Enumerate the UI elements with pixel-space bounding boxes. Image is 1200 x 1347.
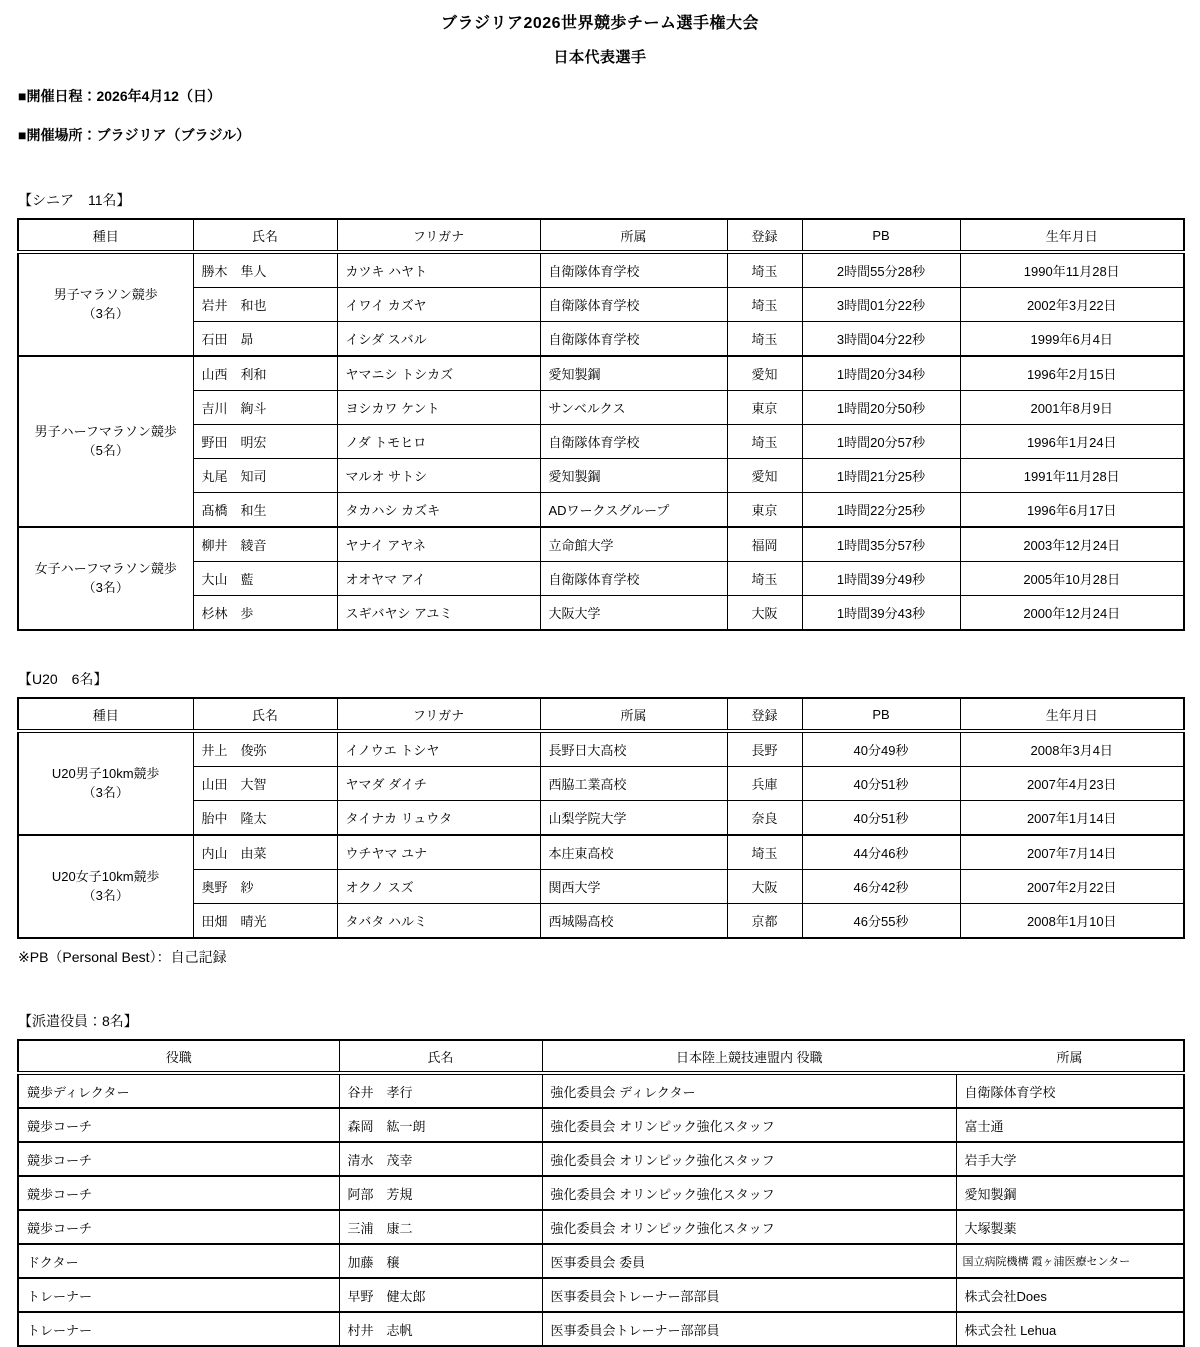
header-affiliation: 所属 — [540, 698, 727, 731]
cell-affiliation: 自衛隊体育学校 — [540, 425, 727, 459]
table-row — [18, 767, 1184, 801]
event-count: （3名） — [82, 784, 129, 800]
cell-affiliation: サンベルクス — [540, 391, 727, 425]
cell-pb: 1時間35分57秒 — [802, 527, 960, 562]
cell-affiliation: 長野日大高校 — [540, 731, 727, 767]
cell-furigana: マルオ サトシ — [337, 459, 540, 493]
cell-federation-role: 医事委員会 委員 — [542, 1244, 956, 1278]
cell-role: 競歩コーチ — [18, 1108, 339, 1142]
cell-name: 森岡 紘一朗 — [339, 1108, 542, 1142]
cell-affiliation: 大塚製薬 — [956, 1210, 1184, 1244]
cell-birthdate: 2008年3月4日 — [960, 731, 1184, 767]
cell-pb: 1時間20分50秒 — [802, 391, 960, 425]
event-count: （3名） — [82, 887, 129, 903]
cell-pb: 1時間21分25秒 — [802, 459, 960, 493]
header-event: 種目 — [18, 219, 193, 252]
table-row — [18, 596, 1184, 631]
senior-roster-table — [17, 218, 1185, 631]
cell-pb: 1時間39分49秒 — [802, 562, 960, 596]
cell-name: 山田 大智 — [193, 767, 337, 801]
cell-furigana: ヤマダ ダイチ — [337, 767, 540, 801]
cell-birthdate: 1996年2月15日 — [960, 356, 1184, 391]
senior-section-label: 【シニア 11名】 — [18, 192, 131, 208]
cell-name: 勝木 隼人 — [193, 252, 337, 288]
cell-furigana: オクノ スズ — [337, 870, 540, 904]
cell-affiliation: 大阪大学 — [540, 596, 727, 631]
cell-name: 丸尾 知司 — [193, 459, 337, 493]
table-row — [18, 1278, 1184, 1312]
event-venue-line: ■開催場所：ブラジリア（ブラジル） — [18, 127, 251, 143]
table-row — [18, 1142, 1184, 1176]
table-header-row — [18, 219, 1184, 252]
cell-name: 早野 健太郎 — [339, 1278, 542, 1312]
cell-registration: 兵庫 — [727, 767, 802, 801]
cell-birthdate: 2007年4月23日 — [960, 767, 1184, 801]
table-row — [18, 527, 1184, 562]
officials-table — [17, 1039, 1185, 1347]
table-row — [18, 801, 1184, 836]
cell-role: 競歩コーチ — [18, 1142, 339, 1176]
header-birthdate: 生年月日 — [960, 698, 1184, 731]
cell-birthdate: 2002年3月22日 — [960, 288, 1184, 322]
cell-birthdate: 1999年6月4日 — [960, 322, 1184, 357]
cell-furigana: ウチヤマ ユナ — [337, 835, 540, 870]
cell-name: 髙橋 和生 — [193, 493, 337, 528]
cell-name: 村井 志帆 — [339, 1312, 542, 1346]
cell-affiliation: 山梨学院大学 — [540, 801, 727, 836]
table-row — [18, 322, 1184, 357]
cell-name: 井上 俊弥 — [193, 731, 337, 767]
cell-pb: 46分42秒 — [802, 870, 960, 904]
cell-pb: 40分51秒 — [802, 767, 960, 801]
u20-section-label: 【U20 6名】 — [18, 671, 108, 687]
cell-name: 谷井 孝行 — [339, 1073, 542, 1108]
cell-federation-role: 強化委員会 ディレクター — [542, 1073, 956, 1108]
cell-role: トレーナー — [18, 1278, 339, 1312]
cell-pb: 40分49秒 — [802, 731, 960, 767]
header-affiliation: 所属 — [540, 219, 727, 252]
cell-registration: 大阪 — [727, 870, 802, 904]
cell-affiliation: 立命館大学 — [540, 527, 727, 562]
event-date-line: ■開催日程：2026年4月12（日） — [18, 88, 221, 104]
cell-birthdate: 2007年2月22日 — [960, 870, 1184, 904]
cell-registration: 愛知 — [727, 356, 802, 391]
cell-registration: 長野 — [727, 731, 802, 767]
cell-affiliation: 愛知製鋼 — [540, 356, 727, 391]
cell-registration: 奈良 — [727, 801, 802, 836]
cell-affiliation: 西脇工業高校 — [540, 767, 727, 801]
table-row — [18, 288, 1184, 322]
table-row — [18, 1073, 1184, 1108]
cell-affiliation: 自衛隊体育学校 — [540, 252, 727, 288]
cell-registration: 埼玉 — [727, 252, 802, 288]
cell-affiliation: 愛知製鋼 — [540, 459, 727, 493]
event-name: 女子ハーフマラソン競歩 — [34, 561, 177, 577]
cell-pb: 1時間22分25秒 — [802, 493, 960, 528]
cell-registration: 埼玉 — [727, 322, 802, 357]
event-name: 男子ハーフマラソン競歩 — [34, 424, 177, 440]
cell-birthdate: 2005年10月28日 — [960, 562, 1184, 596]
header-role: 役職 — [18, 1040, 339, 1073]
cell-role: ドクター — [18, 1244, 339, 1278]
cell-name: 吉川 絢斗 — [193, 391, 337, 425]
cell-affiliation: 株式会社 Lehua — [956, 1312, 1184, 1346]
cell-birthdate: 2007年7月14日 — [960, 835, 1184, 870]
header-federation-role: 日本陸上競技連盟内 役職 — [542, 1040, 956, 1073]
header-name: 氏名 — [339, 1040, 542, 1073]
cell-registration: 埼玉 — [727, 425, 802, 459]
header-event: 種目 — [18, 698, 193, 731]
cell-federation-role: 医事委員会トレーナー部部員 — [542, 1312, 956, 1346]
cell-name: 岩井 和也 — [193, 288, 337, 322]
table-row — [18, 1176, 1184, 1210]
event-group-cell — [18, 356, 193, 527]
cell-birthdate: 1996年6月17日 — [960, 493, 1184, 528]
cell-birthdate: 1990年11月28日 — [960, 252, 1184, 288]
table-row — [18, 870, 1184, 904]
cell-affiliation: 自衛隊体育学校 — [540, 322, 727, 357]
cell-federation-role: 強化委員会 オリンピック強化スタッフ — [542, 1176, 956, 1210]
cell-affiliation: 株式会社Does — [956, 1278, 1184, 1312]
cell-affiliation: 関西大学 — [540, 870, 727, 904]
cell-federation-role: 強化委員会 オリンピック強化スタッフ — [542, 1108, 956, 1142]
cell-affiliation: 自衛隊体育学校 — [956, 1073, 1184, 1108]
cell-name: 山西 利和 — [193, 356, 337, 391]
table-header-row — [18, 698, 1184, 731]
cell-birthdate: 1991年11月28日 — [960, 459, 1184, 493]
cell-name: 杉林 歩 — [193, 596, 337, 631]
event-group-cell — [18, 731, 193, 835]
cell-federation-role: 医事委員会トレーナー部部員 — [542, 1278, 956, 1312]
cell-furigana: イワイ カズヤ — [337, 288, 540, 322]
cell-affiliation: 西城陽高校 — [540, 904, 727, 939]
header-furigana: フリガナ — [337, 698, 540, 731]
table-row — [18, 425, 1184, 459]
cell-pb: 44分46秒 — [802, 835, 960, 870]
officials-section-label: 【派遣役員：8名】 — [18, 1013, 138, 1029]
cell-furigana: ヨシカワ ケント — [337, 391, 540, 425]
cell-furigana: タイナカ リュウタ — [337, 801, 540, 836]
u20-roster-table — [17, 697, 1185, 939]
cell-affiliation: ADワークスグループ — [540, 493, 727, 528]
cell-name: 石田 昴 — [193, 322, 337, 357]
cell-affiliation: 国立病院機構 霞ヶ浦医療センター — [956, 1244, 1184, 1278]
header-name: 氏名 — [193, 219, 337, 252]
event-count: （3名） — [82, 579, 129, 595]
header-registration: 登録 — [727, 219, 802, 252]
cell-federation-role: 強化委員会 オリンピック強化スタッフ — [542, 1210, 956, 1244]
cell-affiliation: 自衛隊体育学校 — [540, 288, 727, 322]
table-row — [18, 904, 1184, 939]
cell-registration: 福岡 — [727, 527, 802, 562]
cell-role: 競歩コーチ — [18, 1176, 339, 1210]
cell-affiliation: 愛知製鋼 — [956, 1176, 1184, 1210]
cell-furigana: オオヤマ アイ — [337, 562, 540, 596]
table-row — [18, 459, 1184, 493]
cell-name: 奥野 紗 — [193, 870, 337, 904]
table-row — [18, 493, 1184, 528]
cell-pb: 40分51秒 — [802, 801, 960, 836]
cell-name: 胎中 隆太 — [193, 801, 337, 836]
table-row — [18, 1244, 1184, 1278]
cell-registration: 大阪 — [727, 596, 802, 631]
cell-affiliation: 岩手大学 — [956, 1142, 1184, 1176]
table-row — [18, 835, 1184, 870]
header-pb: PB — [802, 698, 960, 731]
cell-name: 大山 藍 — [193, 562, 337, 596]
cell-birthdate: 2008年1月10日 — [960, 904, 1184, 939]
cell-registration: 愛知 — [727, 459, 802, 493]
header-registration: 登録 — [727, 698, 802, 731]
cell-registration: 東京 — [727, 493, 802, 528]
cell-name: 柳井 綾音 — [193, 527, 337, 562]
cell-affiliation: 富士通 — [956, 1108, 1184, 1142]
cell-birthdate: 2000年12月24日 — [960, 596, 1184, 631]
pb-note: ※PB（Personal Best）：自己記録 — [18, 949, 227, 965]
table-row — [18, 1312, 1184, 1346]
cell-birthdate: 2003年12月24日 — [960, 527, 1184, 562]
cell-pb: 2時間55分28秒 — [802, 252, 960, 288]
cell-affiliation: 自衛隊体育学校 — [540, 562, 727, 596]
cell-federation-role: 強化委員会 オリンピック強化スタッフ — [542, 1142, 956, 1176]
cell-registration: 東京 — [727, 391, 802, 425]
table-row — [18, 1210, 1184, 1244]
cell-pb: 46分55秒 — [802, 904, 960, 939]
cell-name: 田畑 晴光 — [193, 904, 337, 939]
cell-role: トレーナー — [18, 1312, 339, 1346]
cell-registration: 京都 — [727, 904, 802, 939]
cell-name: 清水 茂幸 — [339, 1142, 542, 1176]
cell-registration: 埼玉 — [727, 562, 802, 596]
event-group-cell — [18, 527, 193, 630]
cell-furigana: ヤナイ アヤネ — [337, 527, 540, 562]
table-header-row — [18, 1040, 1184, 1073]
event-name: 男子マラソン競歩 — [53, 287, 158, 303]
page-subtitle: 日本代表選手 — [553, 49, 647, 66]
table-row — [18, 731, 1184, 767]
header-birthdate: 生年月日 — [960, 219, 1184, 252]
table-row — [18, 562, 1184, 596]
header-furigana: フリガナ — [337, 219, 540, 252]
cell-furigana: タバタ ハルミ — [337, 904, 540, 939]
cell-pb: 1時間20分57秒 — [802, 425, 960, 459]
cell-name: 三浦 康二 — [339, 1210, 542, 1244]
cell-registration: 埼玉 — [727, 288, 802, 322]
cell-name: 野田 明宏 — [193, 425, 337, 459]
cell-furigana: タカハシ カズキ — [337, 493, 540, 528]
cell-birthdate: 2007年1月14日 — [960, 801, 1184, 836]
cell-pb: 3時間01分22秒 — [802, 288, 960, 322]
cell-furigana: スギバヤシ アユミ — [337, 596, 540, 631]
cell-birthdate: 1996年1月24日 — [960, 425, 1184, 459]
cell-furigana: ヤマニシ トシカズ — [337, 356, 540, 391]
cell-pb: 3時間04分22秒 — [802, 322, 960, 357]
event-group-cell — [18, 252, 193, 356]
page-title: ブラジリア2026世界競歩チーム選手権大会 — [440, 15, 760, 32]
cell-birthdate: 2001年8月9日 — [960, 391, 1184, 425]
cell-furigana: イシダ スバル — [337, 322, 540, 357]
cell-affiliation: 本庄東高校 — [540, 835, 727, 870]
cell-furigana: カツキ ハヤト — [337, 252, 540, 288]
cell-furigana: イノウエ トシヤ — [337, 731, 540, 767]
header-pb: PB — [802, 219, 960, 252]
cell-pb: 1時間39分43秒 — [802, 596, 960, 631]
cell-role: 競歩コーチ — [18, 1210, 339, 1244]
header-affiliation: 所属 — [956, 1040, 1184, 1073]
cell-name: 内山 由菜 — [193, 835, 337, 870]
cell-name: 加藤 穣 — [339, 1244, 542, 1278]
table-row — [18, 391, 1184, 425]
event-group-cell — [18, 835, 193, 938]
cell-furigana: ノダ トモヒロ — [337, 425, 540, 459]
header-name: 氏名 — [193, 698, 337, 731]
table-row — [18, 356, 1184, 391]
event-name: U20女子10km競歩 — [51, 869, 160, 885]
cell-name: 阿部 芳規 — [339, 1176, 542, 1210]
cell-role: 競歩ディレクター — [18, 1073, 339, 1108]
event-name: U20男子10km競歩 — [51, 766, 160, 782]
table-row — [18, 1108, 1184, 1142]
cell-pb: 1時間20分34秒 — [802, 356, 960, 391]
event-count: （3名） — [82, 305, 129, 321]
cell-registration: 埼玉 — [727, 835, 802, 870]
table-row — [18, 252, 1184, 288]
event-count: （5名） — [82, 442, 129, 458]
